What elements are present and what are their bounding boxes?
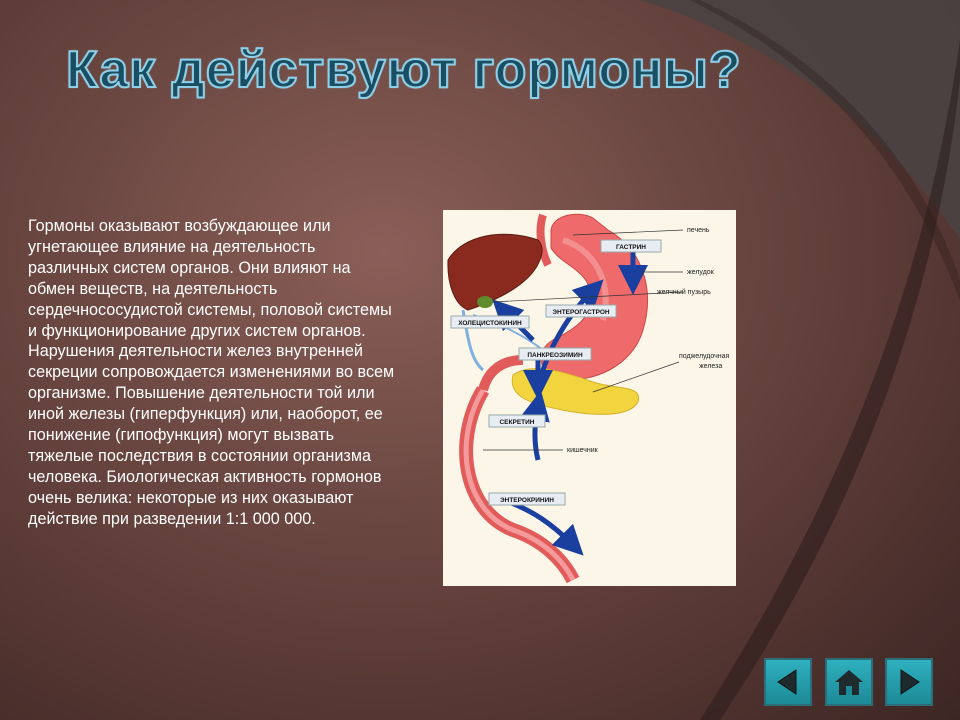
label-gallbladder: желчный пузырь xyxy=(657,289,711,296)
vessel-shape xyxy=(541,215,548,265)
label-liver: печень xyxy=(687,227,710,234)
home-button[interactable] xyxy=(825,658,873,706)
label-stomach: желудок xyxy=(687,269,714,276)
triangle-right-icon xyxy=(887,660,931,704)
label-pancreas-2: железа xyxy=(699,363,723,370)
digestive-hormones-illustration xyxy=(443,210,736,586)
slide-title: Как действуют гормоны? xyxy=(66,41,742,99)
gallbladder-shape xyxy=(477,296,493,308)
next-slide-button[interactable] xyxy=(885,658,933,706)
label-pancreas-1: поджелудочная xyxy=(679,353,730,360)
label-intestine: кишечник xyxy=(567,447,598,454)
label-enterogastron: ЭНТЕРОГАСТРОН xyxy=(552,309,610,316)
home-icon xyxy=(827,660,871,704)
triangle-left-icon xyxy=(766,660,810,704)
previous-slide-button[interactable] xyxy=(764,658,812,706)
slide-body-text: Гормоны оказывают возбуждающее или угнетающее влияние на деятельность различных систем органов. Они влияют на обмен веществ, на деятельность сердечнососудистой системы, половой системы и функционирование других систем органов. Нарушения деятельности желез внутренней секреции сопровождается изменениями во всем организме. Повышение деятельности той или иной железы (гиперфункция) или, наоборот, ее понижение (гипофункция) могут вызвать тяжелые последствия в состоянии организма человека. Биологическая активность гормонов очень велика: некоторые из них оказывают действие при разведении 1:1 000 000. xyxy=(28,217,395,528)
label-gastrin: ГАСТРИН xyxy=(615,244,647,251)
label-cholecystokinin: ХОЛЕЦИСТОКИНИН xyxy=(458,320,522,327)
hormone-diagram xyxy=(443,210,736,586)
label-secretin: СЕКРЕТИН xyxy=(499,419,535,426)
label-enterocrinin: ЭНТЕРОКРИНИН xyxy=(500,497,554,504)
liver-shape xyxy=(448,234,542,310)
label-pancreozymin: ПАНКРЕОЗИМИН xyxy=(527,352,583,359)
